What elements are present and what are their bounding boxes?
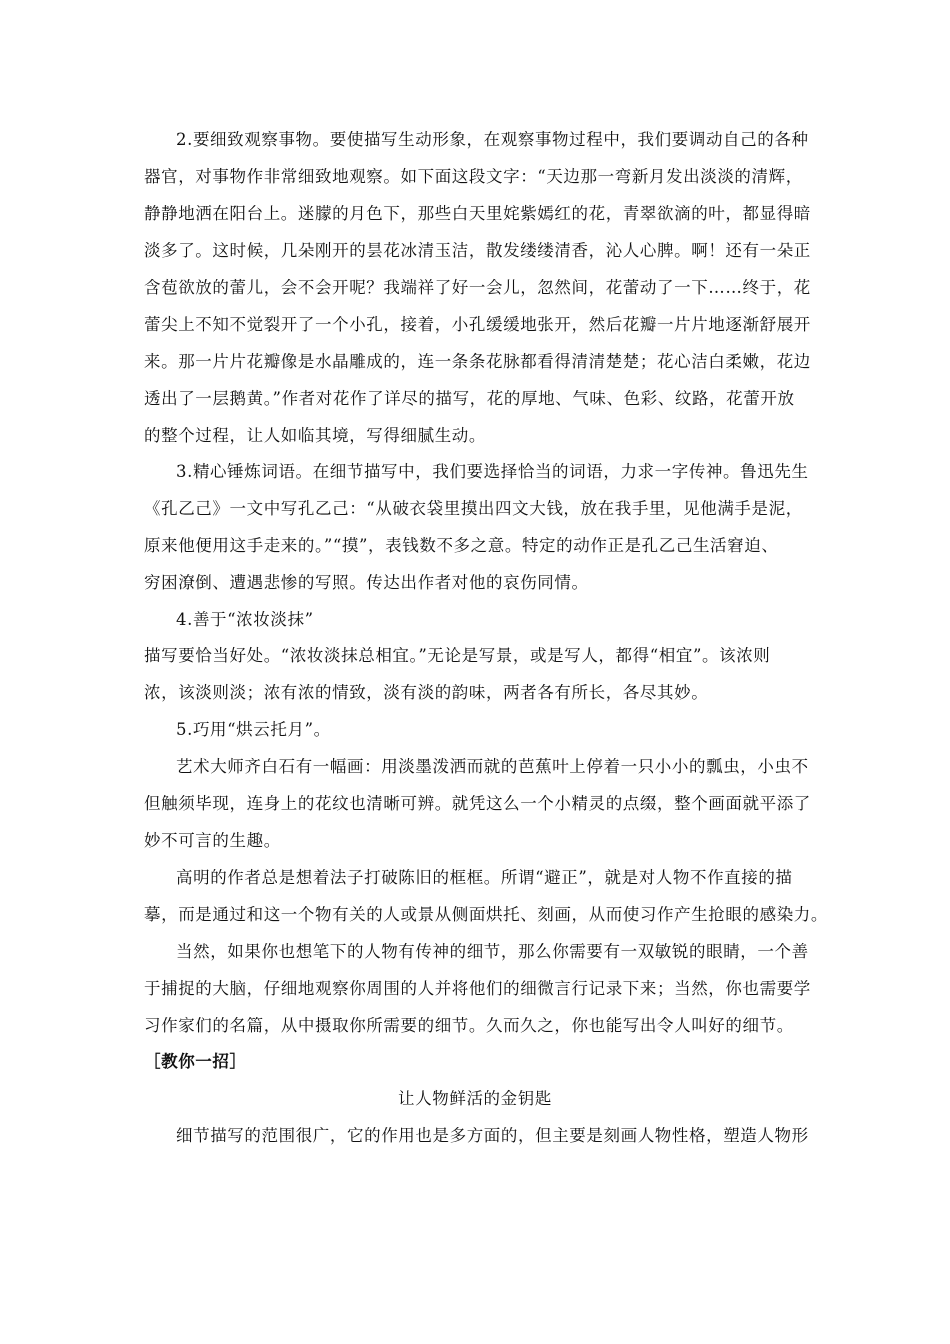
paragraph-line: 静静地洒在阳台上。迷朦的月色下，那些白天里姹紫嫣红的花，青翠欲滴的叶，都显得暗 [144,204,811,223]
paragraph-line: 描写要恰当好处。“浓妆淡抹总相宜。”无论是写景，或是写人，都得“相宜”。该浓则 [144,646,771,665]
section-heading: 5.巧用“烘云托月”。 [176,720,331,739]
paragraph-line: 摹，而是通过和这一个物有关的人或景从侧面烘托、刻画，从而使习作产生抢眼的感染力。 [144,905,828,924]
paragraph-line: 当然，如果你也想笔下的人物有传神的细节，那么你需要有一双敏锐的眼睛，一个善 [176,942,809,961]
paragraph-line: 3.精心锤炼词语。在细节描写中，我们要选择恰当的词语，力求一字传神。鲁迅先生 [176,462,809,481]
paragraph-line: 高明的作者总是想着法子打破陈旧的框框。所谓“避正”，就是对人物不作直接的描 [176,868,793,887]
paragraph-line: 细节描写的范围很广，它的作用也是多方面的，但主要是刻画人物性格，塑造人物形 [176,1126,809,1145]
paragraph-line: 于捕捉的大脑，仔细地观察你周围的人并将他们的细微言行记录下来；当然，你也需要学 [144,979,811,998]
paragraph-line: 来。那一片片花瓣像是水晶雕成的，连一条条花脉都看得清清楚楚；花心洁白柔嫩，花边 [144,352,811,371]
paragraph-line: 习作家们的名篇，从中摄取你所需要的细节。久而久之，你也能写出令人叫好的细节。 [144,1016,794,1035]
paragraph-line: 含苞欲放的蕾儿，会不会开呢？我端祥了好一会儿，忽然间，花蕾动了一下……终于，花 [144,278,811,297]
paragraph-line: 蕾尖上不知不觉裂开了一个小孔，接着，小孔缓缓地张开，然后花瓣一片片地逐渐舒展开 [144,315,811,334]
paragraph-line: 艺术大师齐白石有一幅画：用淡墨泼洒而就的芭蕉叶上停着一只小小的瓢虫，小虫不 [176,757,809,776]
paragraph-line: 透出了一层鹅黄。”作者对花作了详尽的描写，花的厚地、气味、色彩、纹路，花蕾开放 [144,389,795,408]
paragraph-line: 2.要细致观察事物。要使描写生动形象，在观察事物过程中，我们要调动自己的各种 [176,130,809,149]
paragraph-line: 器官，对事物作非常细致地观察。如下面这段文字：“天边那一弯新月发出淡淡的清辉， [144,167,803,186]
paragraph-line: 但触须毕现，连身上的花纹也清晰可辨。就凭这么一个小精灵的点缀，整个画面就平添了 [144,794,811,813]
section-heading: 4.善于“浓妆淡抹” [176,610,314,629]
paragraph-line: 淡多了。这时候，几朵刚开的昙花冰清玉洁，散发缕缕清香，沁人心脾。啊！还有一朵正 [144,241,811,260]
centered-title: 让人物鲜活的金钥匙 [398,1089,552,1108]
paragraph-line: 浓，该淡则淡；浓有浓的情致，淡有淡的韵味，两者各有所长，各尽其妙。 [144,683,709,702]
section-label: ［教你一招］ [144,1052,247,1071]
paragraph-line: 原来他便用这手走来的。”“摸”，表钱数不多之意。特定的动作正是孔乙己生活窘迫、 [144,536,779,555]
paragraph-line: 穷困潦倒、遭遇悲惨的写照。传达出作者对他的哀伤同情。 [144,573,589,592]
paragraph-line: 《孔乙己》一文中写孔乙己：“从破衣袋里摸出四文大钱，放在我手里，见他满手是泥， [144,499,803,518]
paragraph-line: 妙不可言的生趣。 [144,831,281,850]
paragraph-line: 的整个过程，让人如临其境，写得细腻生动。 [144,426,486,445]
